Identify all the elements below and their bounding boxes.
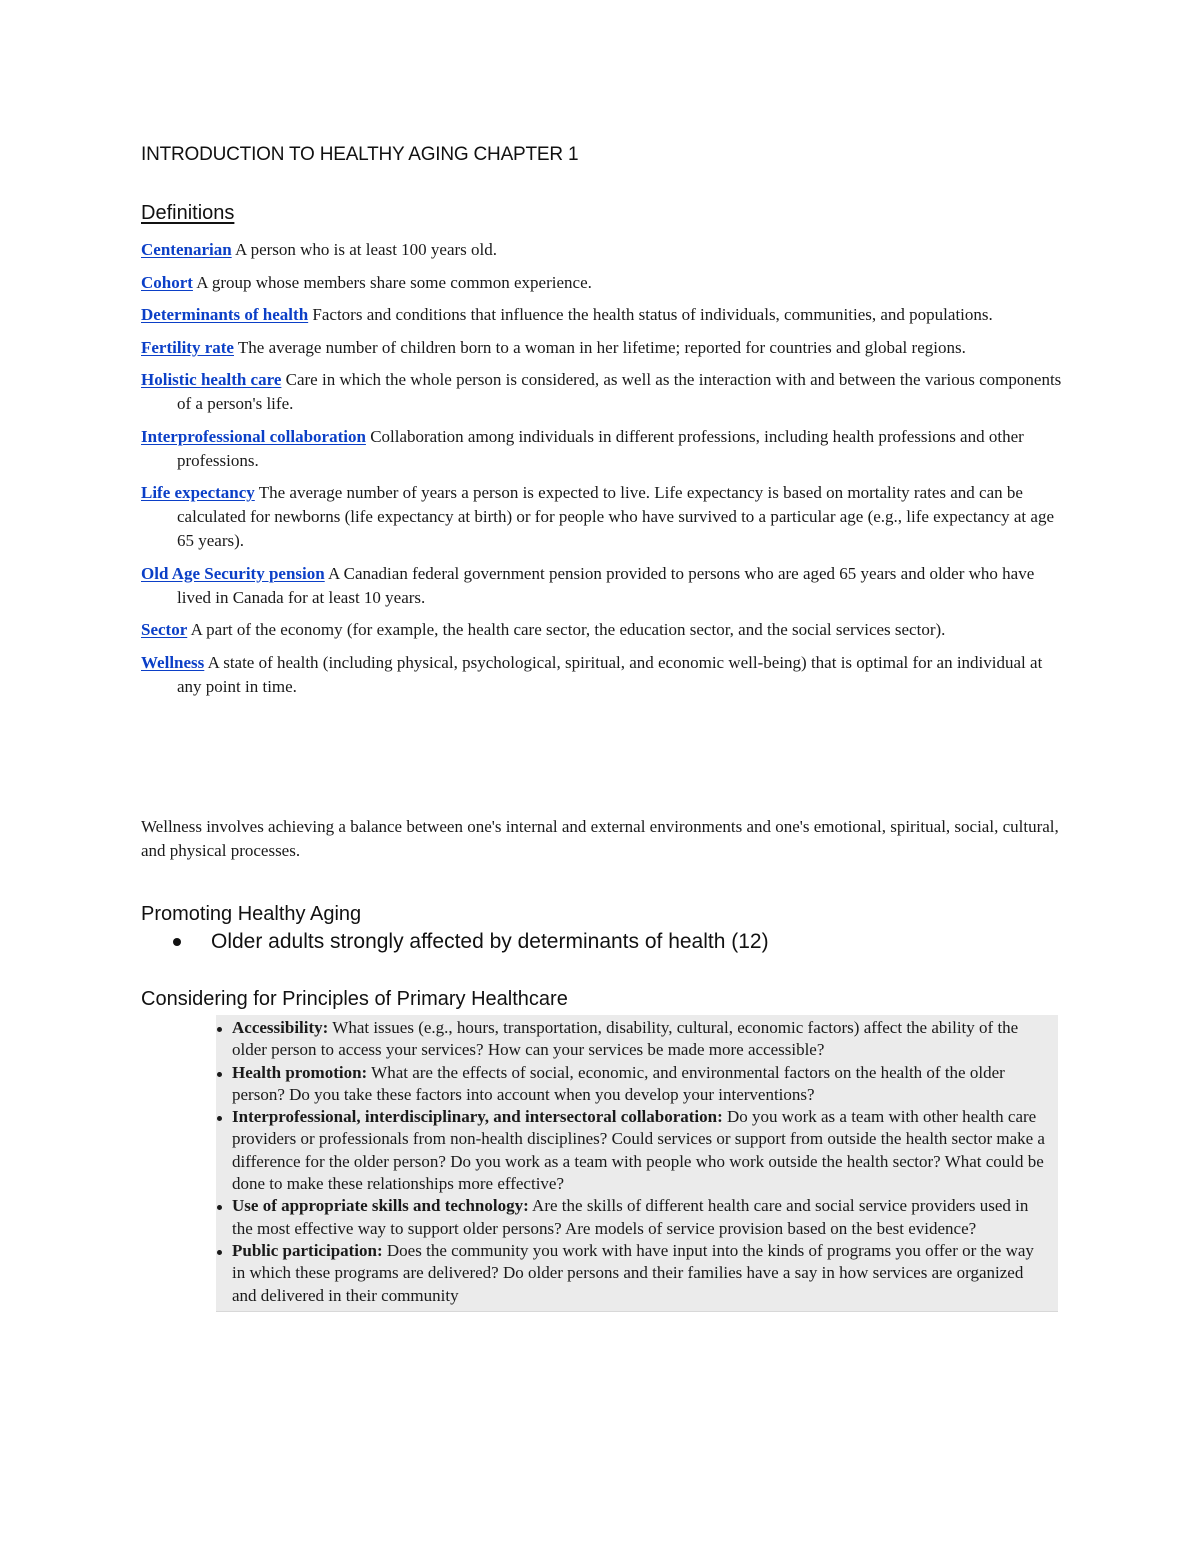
bullet-dot-icon (217, 1250, 222, 1255)
definition-text: The average number of years a person is expected to live. Life expectancy is based on mortality rates and can be calculated for newborns (life expectancy at birth) or for people who have survived to a particular age (e.g., life expectancy at age 65 years). (177, 483, 1054, 550)
definition-term-link[interactable]: Cohort (141, 272, 193, 292)
definitions-list (141, 238, 1066, 707)
principle-text: What issues (e.g., hours, transportation, disability, cultural, economic factors) affect the ability of the older person to access your services? How can your services be made more accessible? (232, 1018, 1019, 1060)
definition-term-link[interactable]: Holistic health care (141, 370, 282, 389)
definition-text: A person who is at least 100 years old. (231, 240, 498, 259)
definition-term-link[interactable]: Centenarian (141, 240, 232, 259)
definition-text: Collaboration among individuals in different professions, including health professions and other professions. (177, 426, 1024, 470)
definition-term-link[interactable]: Wellness (141, 652, 205, 672)
principle-label: Health promotion: (232, 1062, 368, 1082)
definition-item (141, 303, 1066, 327)
promoting-healthy-aging-heading: Promoting Healthy Aging (141, 903, 362, 925)
definitions-heading: Definitions (141, 202, 235, 224)
principle-item (216, 1062, 1050, 1107)
document-title: INTRODUCTION TO HEALTHY AGING CHAPTER 1 (141, 144, 579, 165)
definition-term-link[interactable]: Life expectancy (141, 483, 255, 502)
definition-item (141, 336, 1066, 360)
principle-text: Are the skills of different health care and social service providers used in the most effective way to support older persons? Are models of service provision based on the best evidence? (232, 1196, 1029, 1238)
definition-item (141, 425, 1066, 473)
definition-term-link[interactable]: Fertility rate (141, 337, 234, 357)
definition-text: A Canadian federal government pension provided to persons who are aged 65 years and older who have lived in Canada for at least 10 years. (177, 563, 1035, 607)
principle-item (216, 1106, 1050, 1195)
promoting-bullet-item (173, 930, 769, 954)
definition-text: A part of the economy (for example, the health care sector, the education sector, and the social services sector). (187, 620, 946, 639)
definition-item (141, 368, 1066, 416)
bullet-dot-icon (173, 938, 181, 946)
definition-item (141, 481, 1066, 553)
primary-healthcare-heading: Considering for Principles of Primary Healthcare (141, 988, 568, 1010)
bullet-dot-icon (217, 1205, 222, 1210)
principle-text: Does the community you work with have input into the kinds of programs you offer or the way in which these programs are delivered? Do older persons and their families have a say in how services are organized and delivered in their community (232, 1240, 1034, 1305)
bullet-dot-icon (217, 1116, 222, 1121)
principle-text: What are the effects of social, economic, and environmental factors on the health of the older person? Do you take these factors into account when you develop your interventions? (232, 1062, 1005, 1104)
principle-label: Interprofessional, interdisciplinary, and intersectoral collaboration: (232, 1107, 723, 1127)
definition-text: Factors and conditions that influence the health status of individuals, communities, and populations. (308, 305, 993, 324)
definition-text: A state of health (including physical, psychological, spiritual, and economic well-being) that is optimal for an individual at any point in time. (177, 652, 1043, 696)
principle-label: Use of appropriate skills and technology: (232, 1196, 529, 1216)
principle-label: Public participation: (232, 1240, 383, 1260)
definition-text: A group whose members share some common experience. (192, 272, 592, 292)
definition-term-link[interactable]: Determinants of health (141, 305, 309, 324)
definition-text: Care in which the whole person is considered, as well as the interaction with and between the various components of a person's life. (177, 370, 1062, 413)
definition-item (141, 238, 1066, 262)
definition-term-link[interactable]: Old Age Security pension (141, 563, 325, 583)
definition-item (141, 271, 1066, 295)
principle-item (216, 1195, 1050, 1240)
wellness-paragraph: Wellness involves achieving a balance between one's internal and external environments and one's emotional, spiritual, social, cultural, and physical processes. (141, 817, 1059, 860)
promoting-bullet-text: Older adults strongly affected by determinants of health (12) (211, 930, 769, 953)
principles-highlight-box (216, 1015, 1058, 1312)
principle-text: Do you work as a team with other health care providers or professionals from non-health disciplines? Could services or support from outside the health sector make a difference for the older person? Do you work as a team with people who work outside the health sector? What could be done to make these relationships more effective? (232, 1107, 1045, 1194)
definition-item (141, 562, 1066, 610)
definition-term-link[interactable]: Sector (141, 620, 188, 639)
bullet-dot-icon (217, 1072, 222, 1077)
principle-item (216, 1240, 1050, 1307)
definition-term-link[interactable]: Interprofessional collaboration (141, 426, 366, 446)
principle-label: Accessibility: (232, 1018, 329, 1037)
bullet-dot-icon (217, 1027, 222, 1032)
definition-item (141, 618, 1066, 642)
definition-item (141, 651, 1066, 699)
definition-text: The average number of children born to a woman in her lifetime; reported for countries and global regions. (233, 337, 966, 357)
principle-item (216, 1017, 1050, 1062)
